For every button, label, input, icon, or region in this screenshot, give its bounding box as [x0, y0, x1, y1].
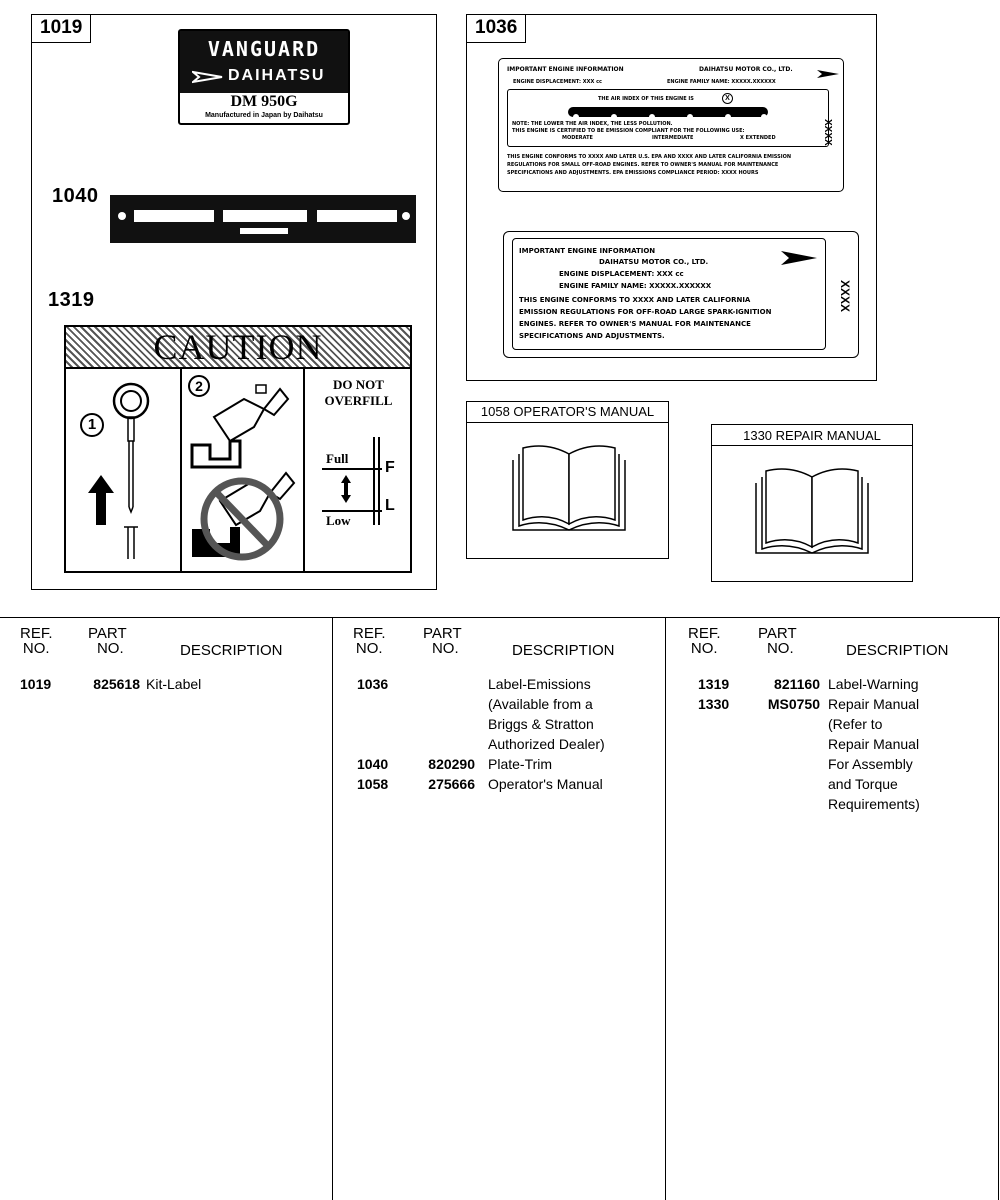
description: Authorized Dealer)	[488, 736, 605, 752]
table-row	[333, 674, 665, 754]
ref-no: 1058	[357, 776, 389, 792]
part-header-line2: NO.	[431, 640, 459, 657]
ref-no: 1036	[357, 676, 389, 692]
description: For Assembly	[828, 756, 913, 772]
part-header-line1: PART	[88, 625, 127, 642]
label1-body2: REGULATIONS FOR SMALL OFF-ROAD ENGINES. REFER TO OWNER'S MANUAL FOR MAINTENANCE	[507, 162, 779, 168]
label2-family: ENGINE FAMILY NAME: XXXXX.XXXXXX	[559, 282, 712, 290]
book-icon	[752, 465, 872, 565]
part-no: MS0750	[767, 696, 820, 712]
table-row	[0, 674, 332, 694]
ref-header-line2: NO.	[22, 640, 50, 657]
ref-header-line1: REF.	[20, 625, 53, 642]
daihatsu-logo-icon	[192, 70, 224, 84]
part-no: 821160	[774, 676, 820, 692]
daihatsu-logo-icon	[817, 67, 839, 79]
label1-note2: THIS ENGINE IS CERTIFIED TO BE EMISSION COMPLIANT FOR THE FOLLOWING USE:	[512, 128, 745, 134]
dipstick-icon	[106, 377, 156, 567]
description: Repair Manual	[828, 736, 920, 752]
ref-1040-label: 1040	[52, 185, 99, 207]
part-no: 820290	[428, 756, 475, 772]
label1-displacement: ENGINE DISPLACEMENT: XXX cc	[513, 79, 603, 85]
part-header	[88, 626, 127, 656]
label2-side-text: XXXX	[838, 280, 852, 313]
caution-label	[64, 325, 412, 573]
label2-body1: THIS ENGINE CONFORMS TO XXXX AND LATER CALIFORNIA	[519, 296, 751, 304]
label2-heading: IMPORTANT ENGINE INFORMATION	[519, 247, 656, 255]
label2-body3: ENGINES. REFER TO OWNER'S MANUAL FOR MAINTENANCE	[519, 320, 751, 328]
description: Label-Warning	[828, 676, 919, 692]
table-row	[666, 674, 998, 694]
description-header: DESCRIPTION	[512, 642, 615, 659]
ref-header	[353, 626, 386, 656]
low-text: Low	[326, 513, 351, 528]
do-not-text: DO NOT	[333, 377, 384, 392]
ref-header	[20, 626, 53, 656]
label1-side-text: XXXX	[822, 119, 833, 146]
vanguard-badge	[178, 29, 350, 125]
air-index-mark	[722, 93, 733, 104]
description: Label-Emissions	[488, 676, 591, 692]
ref-header-line2: NO.	[355, 640, 383, 657]
ref-no: 1040	[357, 756, 389, 772]
part-no: 275666	[428, 776, 475, 792]
caution-divider-1	[180, 367, 182, 573]
part-header	[423, 626, 462, 656]
parts-table	[0, 617, 1000, 1200]
part-no: 825618	[93, 676, 140, 692]
repair-manual-panel	[711, 424, 913, 582]
table-row	[333, 774, 665, 794]
ref-header-line2: NO.	[690, 640, 718, 657]
caution-title: CAUTION	[153, 327, 323, 367]
description: and Torque	[828, 776, 898, 792]
label2-body4: SPECIFICATIONS AND ADJUSTMENTS.	[519, 332, 665, 340]
description: Operator's Manual	[488, 776, 603, 792]
description: Plate-Trim	[488, 756, 553, 772]
label1-opt2: INTERMEDIATE	[652, 135, 694, 141]
air-index-box	[507, 89, 829, 147]
book-icon	[509, 442, 629, 542]
badge-brand: VANGUARD	[207, 37, 321, 61]
arrow-up-icon	[88, 475, 114, 525]
ref-1019-tag: 1019	[31, 14, 91, 43]
ref-header-line1: REF.	[688, 625, 721, 642]
manual-1330-header	[712, 425, 912, 446]
part-header	[758, 626, 797, 656]
label1-body1: THIS ENGINE CONFORMS TO XXXX AND LATER U.S. EPA AND XXXX AND LATER CALIFORNIA EMISSION	[507, 154, 792, 160]
ref-header-line1: REF.	[353, 625, 386, 642]
ref-no: 1319	[698, 676, 730, 692]
description: Requirements)	[828, 796, 920, 812]
description: (Refer to	[828, 716, 883, 732]
label2-displacement: ENGINE DISPLACEMENT: XXX cc	[559, 270, 684, 278]
part-header-line2: NO.	[766, 640, 794, 657]
manual-1058-title: 1058 OPERATOR'S MANUAL	[480, 404, 655, 419]
table-column-3	[666, 618, 998, 1200]
label1-opt3: X EXTENDED	[740, 135, 776, 141]
f-mark: F	[385, 459, 395, 476]
badge-made-in: Manufactured in Japan by Daihatsu	[205, 112, 323, 119]
description: Briggs & Stratton	[488, 716, 594, 732]
step-1-number: 1	[87, 416, 97, 433]
table-row	[333, 754, 665, 774]
label1-opt1: MODERATE	[562, 135, 593, 141]
oil-fill-icon	[184, 379, 300, 569]
label1-heading: IMPORTANT ENGINE INFORMATION	[507, 66, 624, 73]
overfill-text: OVERFILL	[324, 393, 393, 408]
label1-note1: NOTE: THE LOWER THE AIR INDEX, THE LESS POLLUTION.	[512, 121, 673, 127]
ref-1036-tag: 1036	[466, 14, 526, 43]
l-mark: L	[385, 497, 395, 514]
ref-header	[688, 626, 721, 656]
label1-company: DAIHATSU MOTOR CO., LTD.	[699, 66, 793, 73]
description: Repair Manual	[828, 696, 920, 712]
emission-label-bottom	[503, 231, 859, 358]
emission-label-top	[498, 58, 844, 192]
label2-company: DAIHATSU MOTOR CO., LTD.	[599, 258, 709, 266]
part-header-line1: PART	[758, 625, 797, 642]
air-index-text: THE AIR INDEX OF THIS ENGINE IS	[598, 96, 694, 102]
description: (Available from a	[488, 696, 593, 712]
part-header-line1: PART	[423, 625, 462, 642]
label1-body3: SPECIFICATIONS AND ADJUSTMENTS. EPA EMISSIONS COMPLIANCE PERIOD: XXXX HOURS	[507, 170, 759, 176]
ref-1319-label: 1319	[48, 289, 95, 311]
badge-model: DM 950G	[230, 93, 298, 110]
manual-1058-header	[467, 402, 668, 423]
left-illustration-panel	[31, 14, 437, 590]
step-2-number: 2	[195, 378, 203, 394]
trim-plate	[110, 195, 416, 243]
operators-manual-panel	[466, 401, 669, 559]
label1-family: ENGINE FAMILY NAME: XXXXX.XXXXXX	[667, 79, 776, 85]
table-column-2	[333, 618, 665, 1200]
ref-no: 1019	[20, 676, 52, 692]
description-header: DESCRIPTION	[846, 642, 949, 659]
emissions-label-panel	[466, 14, 877, 381]
label2-body2: EMISSION REGULATIONS FOR OFF-ROAD LARGE SPARK-IGNITION	[519, 308, 772, 316]
table-row	[666, 694, 998, 814]
part-header-line2: NO.	[96, 640, 124, 657]
badge-maker: DAIHATSU	[228, 67, 326, 84]
manual-1330-title: 1330 REPAIR MANUAL	[743, 428, 881, 443]
description-header: DESCRIPTION	[180, 642, 283, 659]
daihatsu-logo-icon	[781, 249, 817, 267]
table-column-1	[0, 618, 332, 1200]
air-index-scale-dots	[572, 108, 768, 116]
label2-inner	[512, 238, 826, 350]
description: Kit-Label	[146, 676, 202, 692]
full-text: Full	[326, 451, 349, 466]
air-index-mark-text: X	[725, 95, 730, 102]
step-1-badge	[80, 413, 104, 437]
ref-no: 1330	[698, 696, 730, 712]
table-divider	[998, 618, 999, 1200]
